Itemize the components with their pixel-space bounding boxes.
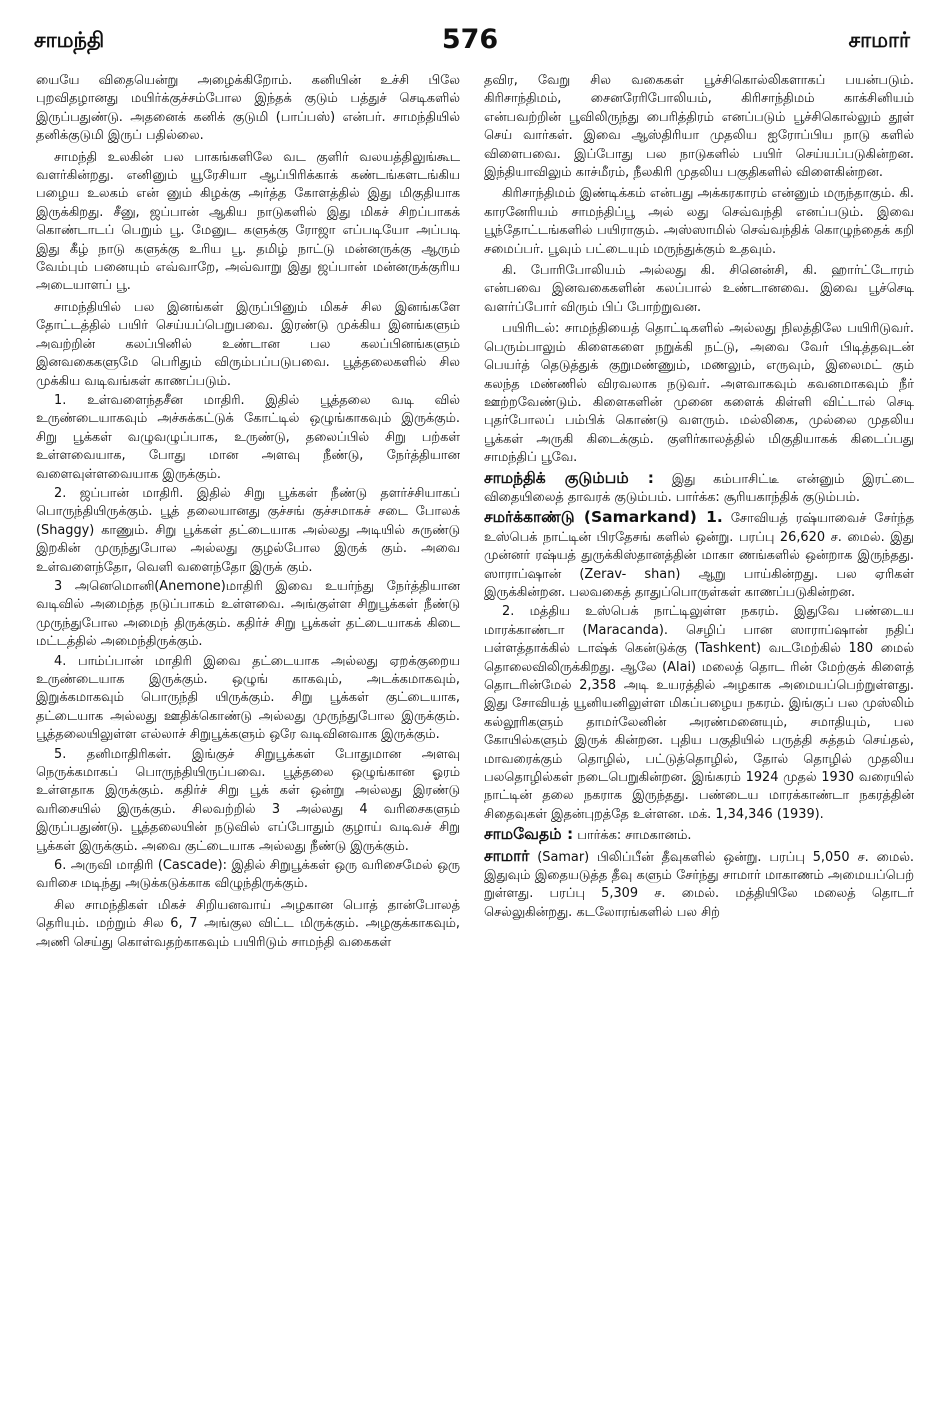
paragraph-text: சாமந்தியில் பல இனங்கள் இருப்பினும் மிகச் சில இனங்களே தோட்டத்தில் பயிர் செய்யப்பெறுபவை. இரண்டு முக்கிய இனங்களும் அவற்றின் கலப்பினில் உண்டான பல கலப்பினங்களும் இனவகைகளுமே பெரிதும் விரும்பப்படுபவை. பூத்தலைகளில் சில முக்கிய வடிவங்கள் காணப்படும். (36, 299, 460, 389)
list-item (36, 485, 460, 577)
running-head-right: சாமார் (848, 28, 910, 52)
paragraph-text: தவிர, வேறு சில வகைகள் பூச்சிகொல்லிகளாகப் பயன்படும். கிரிசாந்திமம், சைனரேரிபோலியம், கிரிசாந்திமம் காக்சினியம் என்பவற்றின் பூவிலிருந்து பைரித்திரம் எனப்படும் பூச்சிகொல்லும் தூள் செய் வார்கள். இவை ஆஸ்திரியா முதலிய ஐரோப்பிய நாடு களில் விளைபவை. இப்போது பல நாடுகளில் பயிர் செய்யப்படுகின்றன. இந்தியாவிலும் காச்மீரம், நீலகிரி முதலிய பகுதிகளில் விளைகின்றன. (484, 73, 914, 181)
paragraph-text: பாம்ப்பான் மாதிரி இவை தட்டையாக அல்லது ஏறக்குறைய உருண்டையாக இருக்கும். ஒழுங் காகவும், அடக்கமாகவும், இறுக்கமாகவும் பொருந்தி யிருக்கும். சிறு பூக்கள் குட்டையாக, தட்டையாக அல்லது ஊதிக்கொண்டு அல்லது முருந்துபோல இருக்கும். பூத்தலையிலுள்ள எல்லாச் சிறுபூக்களும் ஒரே வடிவினவாக இருக்கும். (36, 653, 460, 743)
paragraph-text: சாமந்தி உலகின் பல பாகங்களிலே வட குளிர் வலயத்திலுங்கூட வளர்கின்றது. எனினும் யூரேசியா ஆப்பிரிக்காக் கண்டங்களடங்கிய பழைய உலகம் என் னும் கிழக்கு அர்த்த கோளத்தில் இது மிகுதியாக இருக்கிறது. சீனு, ஜப்பான் ஆகிய நாடுகளில் இது மிகச் சிறப்பாகக் கொண்டாடப் பெறும் பூ. மேனுட களுக்கு ரோஜா எப்படியோ அப்படி இது கீழ் நாடு களுக்கு உரிய பூ. தமிழ் நாட்டு மன்னருக்கு ஆரும் வேம்பும் பனையும் எவ்வாறே, அவ்வாறு இது ஜப்பான் மன்னருக்குரிய அடையாளப் பூ. (36, 149, 460, 294)
paragraph-text: ஜப்பான் மாதிரி. இதில் சிறு பூக்கள் நீண்டு தளர்ச்சியாகப் பொருந்தியிருக்கும். பூத் தலையானது குச்சங் குச்சமாகச் சடை போலக் (Shaggy) காணும். சிறு பூக்கள் தட்டையாக அல்லது அடியில் சுருண்டு இறகின் முருந்துபோல அல்லது குழல்போல இருக் கும். அவை உள்வளைந்தோ, வெளி வளைந்தோ இருக் கும். (36, 485, 460, 575)
list-item (36, 578, 460, 652)
item-number: 5. (54, 746, 67, 762)
paragraph-text: மத்திய உஸ்பெக் நாட்டிலுள்ள நகரம். இதுவே பண்டைய மாரக்காண்டா (Maracanda). செழிப் பான ஸாராப்ஷான் நதிப் பள்ளத்தாக்கில் டாஷ்க் கென்டுக்கு (Tashkent) வடமேற்கில் 180 மைல் தொலைவிலிருக்கிறது. ஆலே (Alai) மலைத் தொட ரின் மேற்குக் கிளைத் தொடரின்மேல் 2,358 அடி உயரத்தில் அழகாக அமையப்பெற்றுள்ளது. இது சோவியத் யூனியனிலுள்ள மிகப்பழைய நகரம். இங்குப் பல முஸ்லிம் கல்லூரிகளும் தாமர்லேனின் அரண்மனையும், சமாதியும், பல கோயில்களும் இருக் கின்றன. புதிய பகுதியில் பருத்தி சுத்தம் செய்தல், மாவரைக்கும் தொழில், பட்டுத்தொழில், தோல் தொழில் முதலிய பலதொழில்கள் நடைபெறுகின்றன. இங்கரம் 1924 முதல் 1930 வரையில் நாட்டின் தலை நகராக இருந்தது. பண்டைய மாரக்காண்டா நகரத்தின் சிதைவுகள் இதன்புறத்தே உள்ளன. மக். 1,34,346 (1939). (484, 604, 914, 822)
entry-headword: சாமவேதம் : (484, 825, 574, 844)
paragraph-text: யையே விதையென்று அழைக்கிறோம். கனியின் உச்சி பிலே புறவிதழானது மயிர்க்குச்சம்போல இந்தக் குடும் பத்துச் செடிகளில் இருப்பதுண்டு. அதனைக் கனிக் குடுமி (பாப்பஸ்) என்பர். சாமந்தியில் தனிக்குடுமி இருப் பதில்லை. (36, 73, 460, 144)
paragraph (484, 70, 914, 182)
paragraph-text: சோவியத் ரஷ்யாவைச் சேர்ந்த உஸ்பெக் நாட்டின் பிரதேசங் களில் ஒன்று. பரப்பு 26,620 ச. மைல். இது முன்னர் ரஷ்யத் துருக்கிஸ்தானத்தின் மாகா ணங்களில் ஒன்றாக இருந்தது. ஸாராப்ஷான் (Zerav- shan) ஆறு பாய்கின்றது. பல ஏரிகள் இருக்கின்றன. பலவகைத் தாதுப்பொருள்கள் காணப்படுகின்றன. (484, 511, 914, 600)
entry-samavedam (484, 825, 914, 845)
entry-headword: சமர்க்காண்டு (Samarkand) 1. (484, 508, 723, 527)
list-item (36, 392, 460, 484)
paragraph-text: பார்க்க: சாமகானம். (577, 828, 692, 844)
item-number: 4. (54, 653, 67, 669)
entry-headword: சாமந்திக் குடும்பம் : (484, 468, 654, 487)
paragraph-text: தனிமாதிரிகள். இங்குச் சிறுபூக்கள் போதுமான அளவு நெருக்கமாகப் பொருந்தியிருப்பவை. பூத்தலை ஒழுங்கான ஓரம் உள்ளதாக இருக்கும். கதிர்ச் சிறு பூக் கள் ஒன்று அல்லது இரண்டு வரிசையில் இருக்கும். சிலவற்றில் 3 அல்லது 4 வரிசைகளும் இருப்பதுண்டு. பூத்தலையின் நடுவில் எப்போதும் குழாய் வடிவச் சிறு பூக்கள் இருக்கும். அவை குட்டையாக அல்லது நீண்டு இருக்கும். (36, 746, 460, 854)
paragraph-text: அனெமொனி(Anemone)மாதிரி இவை உயர்ந்து நேர்த்தியான வடிவில் அமைந்த நடுப்பாகம் உள்ளவை. அங்குள்ள சிறுபூக்கள் நீண்டு முருந்துபோல அமைந் திருக்கும். கதிர்ச் சிறு பூக்கள் தட்டையாகக் கிடை மட்டத்தில் அமைந்திருக்கும். (36, 578, 460, 650)
paragraph-text: பயிரிடல்: சாமந்தியைத் தொட்டிகளில் அல்லது நிலத்திலே பயிரிடுவர். பெரும்பாலும் கிளைகளை நறுக்கி நட்டு, அவை வேர் பிடித்தவுடன் பெயர்த் தெடுத்துக் குறுமண்ணும், மணலும், எருவும், இலைமட் கும் கலந்த மண்ணில் விரவலாக நடுவர். அளவாகவும் கவனமாகவும் நீர் ஊற்றவேண்டும். கிளைகளின் முனை களைக் கிள்ளி விட்டால் செடி புதர்போலப் பம்பிக் கொண்டு வளரும். மல்லிகை, முல்லை முதலிய பூக்கள் அருகி கிடைக்கும். குளிர்காலத்தில் மிகுதியாகக் கிடைப்பது சாமந்திப் பூவே. (484, 321, 914, 466)
item-number: 6. (54, 858, 67, 874)
left-column (36, 70, 460, 1390)
entry-samanthi-kudumbam (484, 469, 914, 508)
paragraph-text: கி. போரிபோலியம் அல்லது கி. சினென்சி, கி. ஹார்ட்டோரம் என்பவை இனவகைகளின் கலப்பால் உண்டானவை. இவை பூச்செடி வளர்ப்போர் விரும் பிப் போற்றுவன. (484, 263, 914, 315)
entry-samar (484, 847, 914, 923)
paragraph (36, 70, 460, 146)
entry-samarkand (484, 508, 914, 602)
paragraph-text: (Samar) பிலிப்பீன் தீவுகளில் ஒன்று. பரப்பு 5,050 ச. மைல். இதுவும் இதையடுத்த தீவு களும் சேர்ந்து சாமார் மாகாணம் அமையப்பெற் றுள்ளது. பரப்பு 5,309 ச. மைல். மத்தியிலே மலைத் தொடர் செல்லுகின்றது. கடலோரங்களில் பல சிற் (484, 849, 914, 920)
list-item (36, 746, 460, 856)
paragraph (484, 318, 914, 467)
paragraph-text: அருவி மாதிரி (Cascade): இதில் சிறுபூக்கள் ஒரு வரிசைமேல் ஒரு வரிசை மடிந்து அடுக்கடுக்காக விழுந்திருக்கும். (36, 858, 460, 892)
list-item (36, 857, 460, 894)
entry-headword: சாமார் (484, 846, 530, 865)
running-head-left: சாமந்தி (34, 28, 105, 52)
paragraph-text: கிரிசாந்திமம் இண்டிக்கம் என்பது அக்கரகாரம் என்னும் மருந்தாகும். கி. காரனேரியம் சாமந்திப்பூ அல் லது செவ்வந்தி எனப்படும். இவை பூந்தோட்டங்களில் பயிராகும். அஸ்ஸாமில் செவ்வந்திக் கொழுந்தைக் கறி சமைப்பர். பூவும் பட்டையும் மருந்துக்கும் உதவும். (484, 186, 914, 257)
paragraph-text: உள்வளைந்தசீன மாதிரி. இதில் பூத்தலை வடி வில் உருண்டையாகவும் அச்சுக்கட்டுக் கோட்டில் ஒழுங்காகவும் இருக்கும். சிறு பூக்கள் வழுவழுப்பாக, உருண்டு, தலைப்பில் சிறு பற்கள் உள்ளவையாக, போது மான அளவு நீண்டு, நேர்த்தியான வளைவுள்ளவையாக இருக்கும். (36, 392, 460, 482)
item-number: 1. (54, 392, 67, 408)
list-item (36, 653, 460, 745)
paragraph (484, 260, 914, 317)
item-number: 2. (502, 604, 515, 620)
paragraph (484, 183, 914, 259)
item-number: 2. (54, 485, 67, 501)
paragraph (36, 895, 460, 952)
list-item (484, 603, 914, 824)
right-column (484, 70, 914, 1390)
page-number: 576 (441, 24, 499, 55)
paragraph-text: இது கம்பாசிட்டீ என்னும் இரட்டை விதையிலைத் தாவரக் குடும்பம். பார்க்க: சூரியகாந்திக் குடும்பம். (484, 471, 914, 505)
paragraph (36, 147, 460, 296)
paragraph (36, 297, 460, 391)
item-number: 3 (54, 578, 63, 594)
paragraph-text: சில சாமந்திகள் மிகச் சிறியனவாய் அழகான பொத் தான்போலத் தெரியும். மற்றும் சில 6, 7 அங்குல விட்ட மிருக்கும். அழகுக்காகவும், அணி செய்து கொள்வதற்காகவும் பயிரிடும் சாமந்தி வகைகள் (36, 897, 460, 950)
